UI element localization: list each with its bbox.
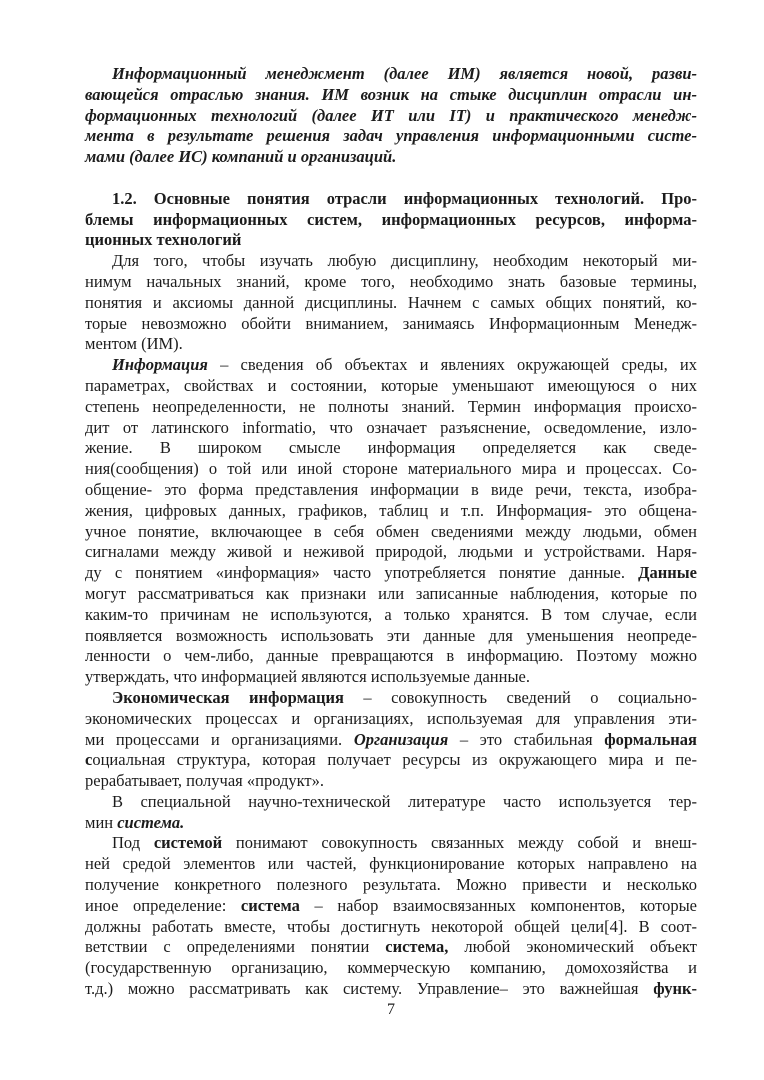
text-run: Информация xyxy=(112,355,208,375)
page-number: 7 xyxy=(387,1000,395,1018)
text-line xyxy=(85,833,697,854)
section-heading-1-2 xyxy=(85,189,697,251)
text-run: жение. В широком смысле информация определяется как сведе- xyxy=(85,438,697,458)
text-run: получение конкретного полезного результата. Можно привести и несколько xyxy=(85,875,697,895)
paragraph-information-definition xyxy=(85,355,697,688)
text-run: ветствии с определениями понятии xyxy=(85,937,386,957)
text-line xyxy=(85,418,697,439)
text-run: любой экономический объект xyxy=(448,937,698,957)
text-line xyxy=(85,626,697,647)
text-run: – совокупность сведений о социально- xyxy=(343,687,697,707)
text-run: Под xyxy=(112,833,154,853)
text-line xyxy=(85,854,697,875)
text-run: ми процессами и организациями. xyxy=(85,729,354,749)
text-run: 1.2. Основные понятия отрасли информационных технологий. Про- xyxy=(112,188,697,208)
text-line xyxy=(85,688,697,709)
text-line xyxy=(85,314,697,335)
text-run: формационных технологий (далее ИТ или IT) и практического менедж- xyxy=(85,105,697,125)
text-line xyxy=(85,251,697,272)
text-run: общение- это форма представления информации в виде речи, текста, изобра- xyxy=(85,479,697,499)
text-line xyxy=(85,210,697,231)
text-line xyxy=(85,813,697,834)
intro-paragraph xyxy=(85,64,697,168)
text-line xyxy=(85,792,697,813)
text-line xyxy=(85,106,697,127)
text-run: Информационный менеджмент (далее ИМ) является новой, разви- xyxy=(112,64,697,83)
text-line xyxy=(85,293,697,314)
text-line xyxy=(85,126,697,147)
text-line xyxy=(85,750,697,771)
text-run: Данные xyxy=(638,563,697,583)
text-run: формальная xyxy=(604,729,697,749)
text-run: дит от латинского informatio, что означает разъяснение, осведомление, изло- xyxy=(85,417,697,437)
text-run: понимают совокупность связанных между собой и внеш- xyxy=(222,833,697,853)
text-run: система xyxy=(240,895,300,915)
paragraph-system-term xyxy=(85,792,697,834)
text-run: ционных технологий xyxy=(85,230,242,250)
text-run: мента в результате решения задач управления информационными систе- xyxy=(85,126,697,146)
text-line xyxy=(85,667,697,688)
text-run: жения, цифровых данных, графиков, таблиц и т.п. Информация- это общена- xyxy=(85,500,697,520)
text-line xyxy=(85,230,697,251)
text-run: сигналами между живой и неживой природой, людьми и устройствами. Наря- xyxy=(85,542,697,562)
text-run: ду с понятием «информация» часто употребляется понятие данные. xyxy=(85,563,639,583)
text-run: т.д.) можно рассматривать как систему. Управление– это важнейшая xyxy=(85,979,654,999)
text-run: – набор взаимосвязанных компонентов, которые xyxy=(299,895,697,915)
text-run: торые невозможно обойти вниманием, занимаясь Информационным Менедж- xyxy=(85,313,697,333)
text-run: система, xyxy=(385,937,449,957)
text-line xyxy=(85,438,697,459)
text-line xyxy=(85,147,697,168)
text-run: оциальная структура, которая получает ресурсы из окружающего мира и пе- xyxy=(92,750,697,770)
text-line xyxy=(85,334,697,355)
text-line xyxy=(85,730,697,751)
text-run: ленности о чем-либо, данные превращаются в информацию. Поэтому можно xyxy=(85,646,697,666)
text-line xyxy=(85,480,697,501)
text-run: нимум начальных знаний, кроме того, необходимо знать базовые термины, xyxy=(85,271,697,291)
text-run: параметрах, свойствах и состоянии, которые уменьшают имеющуюся о них xyxy=(85,375,697,395)
text-run: система. xyxy=(117,812,185,832)
text-run: ния(сообщения) о той или иной стороне материального мира и процессах. Со- xyxy=(85,459,697,479)
text-run: учное понятие, включающее в себя обмен сведениями между людьми, обмен xyxy=(85,521,697,541)
text-run: каким-то причинам не используются, а только хранятся. В том случае, если xyxy=(85,604,697,624)
text-line xyxy=(85,709,697,730)
text-line xyxy=(85,771,697,792)
text-run: (государственную организацию, коммерческую компанию, домохозяйства и xyxy=(85,958,697,978)
text-line xyxy=(85,896,697,917)
text-run: понятия и аксиомы данной дисциплины. Начнем с самых общих понятий, ко- xyxy=(85,292,697,312)
text-line xyxy=(85,355,697,376)
text-run: вающейся отраслью знания. ИМ возник на стыке дисциплин отрасли ин- xyxy=(85,84,697,104)
text-run: появляется возможность использовать эти данные для уменьшения неопреде- xyxy=(85,625,697,645)
text-run: функ- xyxy=(653,979,697,999)
text-run: могут рассматриваться как признаки или записанные наблюдения, которые по xyxy=(85,583,697,603)
text-run: утверждать, что информацией являются используемые данные. xyxy=(85,667,531,687)
text-line xyxy=(85,979,697,1000)
text-run: В специальной научно-технической литературе часто используется тер- xyxy=(112,791,697,811)
text-line xyxy=(85,605,697,626)
text-run: – это стабильная xyxy=(448,729,605,749)
text-run: ментом (ИМ). xyxy=(85,334,183,354)
text-line xyxy=(85,376,697,397)
paragraph-economic-information xyxy=(85,688,697,792)
text-line xyxy=(85,958,697,979)
text-line xyxy=(85,501,697,522)
text-run: Для того, чтобы изучать любую дисциплину, необходим некоторый ми- xyxy=(112,251,697,271)
text-run: блемы информационных систем, информационных ресурсов, информа- xyxy=(85,209,697,229)
text-run: ней средой элементов или частей, функционирование которых направлено на xyxy=(85,854,697,874)
text-line xyxy=(85,272,697,293)
text-line xyxy=(85,584,697,605)
text-run: экономических процессах и организациях, используемая для управления эти- xyxy=(85,708,697,728)
paragraph-study-minimum xyxy=(85,251,697,355)
text-line xyxy=(85,563,697,584)
text-run: с xyxy=(85,750,93,770)
text-run: Организация xyxy=(353,729,449,749)
text-line xyxy=(85,397,697,418)
text-line xyxy=(85,189,697,210)
text-line xyxy=(85,875,697,896)
text-run: степень неопределенности, не полноты знаний. Термин информация происхо- xyxy=(85,396,697,416)
text-run: Экономическая информация xyxy=(112,687,344,707)
text-run: – сведения об объектах и явлениях окружающей среды, их xyxy=(207,355,697,375)
text-run: мами (далее ИС) компаний и организаций. xyxy=(85,147,397,167)
text-line xyxy=(85,917,697,938)
text-line xyxy=(85,522,697,543)
page-footer xyxy=(0,1000,764,1021)
text-line xyxy=(85,459,697,480)
text-run: рерабатывает, получая «продукт». xyxy=(85,771,324,791)
text-run: мин xyxy=(85,812,118,832)
text-line xyxy=(85,64,697,85)
text-run: должны работать вместе, чтобы достигнуть некоторой общей цели[4]. В соот- xyxy=(85,916,697,936)
text-run: системой xyxy=(153,833,223,853)
text-run: иное определение: xyxy=(85,895,241,915)
text-line xyxy=(85,542,697,563)
text-line xyxy=(85,646,697,667)
text-line xyxy=(85,85,697,106)
text-line xyxy=(85,937,697,958)
paragraph-system-definition xyxy=(85,833,697,999)
